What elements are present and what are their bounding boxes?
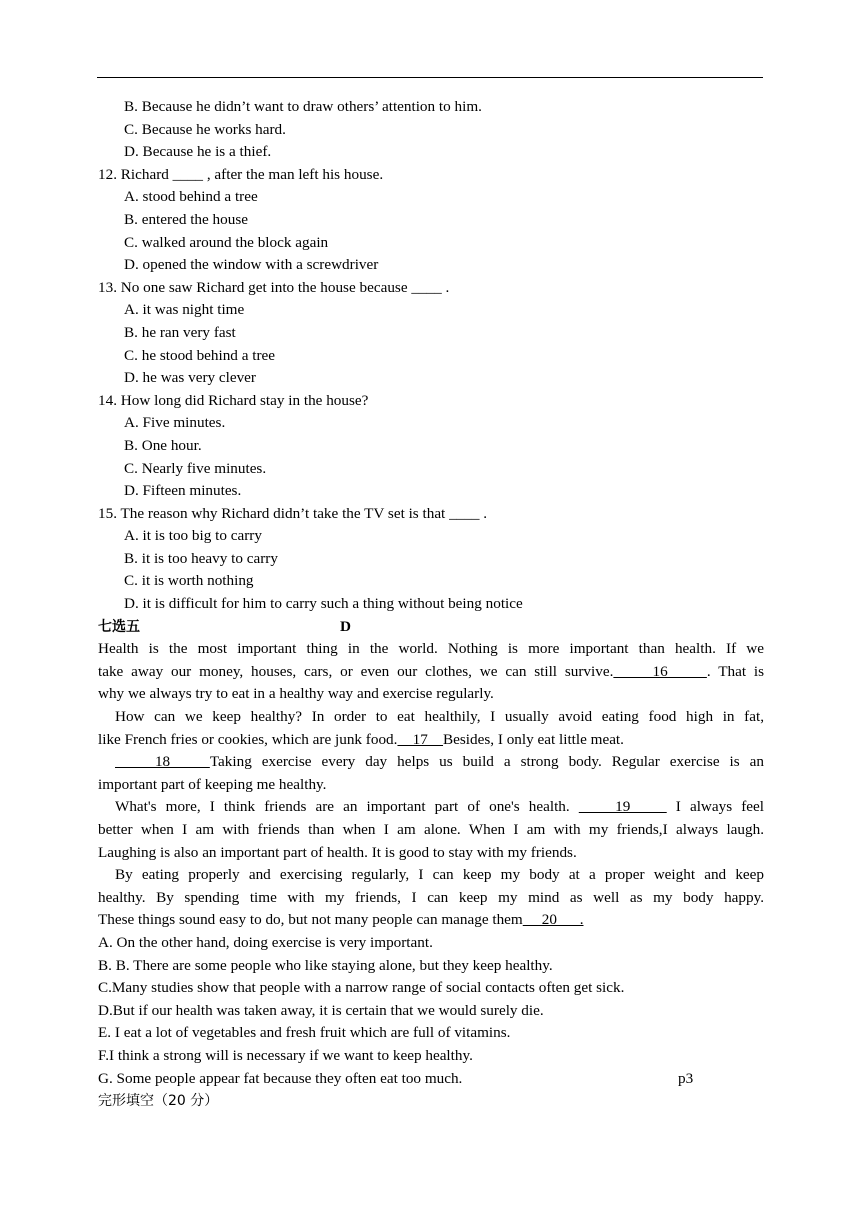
passage-p3-line2: important part of keeping me healthy.	[98, 775, 327, 793]
passage-p4-line1	[98, 796, 764, 819]
passage-text: Taking exercise every day helps us build a strong body. Regular exercise is an	[209, 753, 764, 771]
header-rule	[97, 77, 763, 78]
choice-d: D.But if our health was taken away, it is certain that we would surely die.	[98, 1001, 544, 1019]
q11-option-d: D. Because he is a thief.	[124, 143, 272, 161]
passage-text: take away our money, houses, cars, or even our clothes, we can still survive.	[98, 662, 614, 680]
choice-g: G. Some people appear fat because they often eat too much.	[98, 1069, 463, 1087]
q15-option-c: C. it is worth nothing	[124, 572, 254, 590]
choice-a: A. On the other hand, doing exercise is very important.	[98, 933, 433, 951]
choice-b: B. B. There are some people who like staying alone, but they keep healthy.	[98, 956, 553, 974]
q11-option-c: C. Because he works hard.	[124, 120, 286, 138]
section-heading	[98, 616, 764, 639]
document-page	[98, 96, 764, 1113]
passage-p1-line3: why we always try to eat in a healthy way and exercise regularly.	[98, 685, 494, 703]
q11-option-b: B. Because he didn’t want to draw others’ attention to him.	[124, 98, 482, 115]
q14-option-d: D. Fifteen minutes.	[124, 482, 242, 500]
passage-p1-line2	[98, 661, 764, 684]
section-letter: D	[340, 617, 351, 635]
passage-p1-line1: Health is the most important thing in the world. Nothing is more important than health. If we	[98, 640, 764, 658]
q15-option-a: A. it is too big to carry	[124, 527, 262, 545]
passage-p2-line1: How can we keep healthy? In order to eat healthily, I usually avoid eating food high in fat,	[115, 708, 764, 726]
passage-p4-line2: better when I am with friends than when I am alone. When I am with my friends,I always laugh.	[98, 821, 764, 838]
page-number: p3	[678, 1069, 694, 1087]
q14-stem: 14. How long did Richard stay in the house?	[98, 391, 369, 409]
passage-text: . That is	[706, 662, 764, 680]
q14-option-b: B. One hour.	[124, 436, 202, 454]
passage-text: Besides, I only eat little meat.	[443, 730, 624, 748]
passage-p3-line1	[98, 751, 764, 774]
q15-option-b: B. it is too heavy to carry	[124, 549, 278, 567]
choice-f: F.I think a strong will is necessary if we want to keep healthy.	[98, 1046, 473, 1064]
q14-option-c: C. Nearly five minutes.	[124, 459, 267, 477]
next-section-heading: 完形填空（20 分）	[98, 1093, 219, 1110]
q13-option-a: A. it was night time	[124, 301, 245, 319]
choice-g-row	[98, 1068, 764, 1091]
q13-stem: 13. No one saw Richard get into the house because ____ .	[98, 278, 450, 296]
q12-option-a: A. stood behind a tree	[124, 188, 258, 206]
q15-stem: 15. The reason why Richard didn’t take the TV set is that ____ .	[98, 504, 488, 522]
blank-20: 20 .	[522, 911, 584, 929]
q14-option-a: A. Five minutes.	[124, 414, 226, 432]
passage-p5-line3	[98, 909, 764, 932]
passage-p4-line3: Laughing is also an important part of health. It is good to stay with my friends.	[98, 843, 577, 861]
q12-option-b: B. entered the house	[124, 210, 248, 228]
q15-option-d: D. it is difficult for him to carry such a thing without being notice	[124, 595, 523, 613]
passage-text: like French fries or cookies, which are junk food.	[98, 730, 398, 748]
blank-16: 16	[613, 662, 707, 680]
blank-19: 19	[578, 798, 667, 816]
q13-option-d: D. he was very clever	[124, 369, 256, 387]
section-title: 七选五	[98, 618, 140, 635]
q12-option-c: C. walked around the block again	[124, 233, 329, 251]
choice-e: E. I eat a lot of vegetables and fresh fruit which are full of vitamins.	[98, 1024, 511, 1042]
q13-option-c: C. he stood behind a tree	[124, 346, 275, 364]
passage-text: What's more, I think friends are an important part of one's health.	[115, 798, 579, 816]
blank-17: 17	[397, 730, 444, 748]
blank-18: 18	[115, 753, 210, 771]
q12-stem: 12. Richard ____ , after the man left his house.	[98, 165, 384, 183]
q13-option-b: B. he ran very fast	[124, 323, 236, 341]
passage-text: I always feel	[666, 798, 764, 816]
passage-p5-line1: By eating properly and exercising regularly, I can keep my body at a proper weight and keep	[115, 866, 764, 884]
passage-p5-line2: healthy. By spending time with my friends, I can keep my mind as well as my body happy.	[98, 888, 764, 906]
q12-option-d: D. opened the window with a screwdriver	[124, 256, 379, 274]
passage-p2-line2	[98, 729, 764, 752]
choice-c: C.Many studies show that people with a narrow range of social contacts often get sick.	[98, 979, 625, 997]
passage-text: These things sound easy to do, but not many people can manage them	[98, 911, 523, 929]
